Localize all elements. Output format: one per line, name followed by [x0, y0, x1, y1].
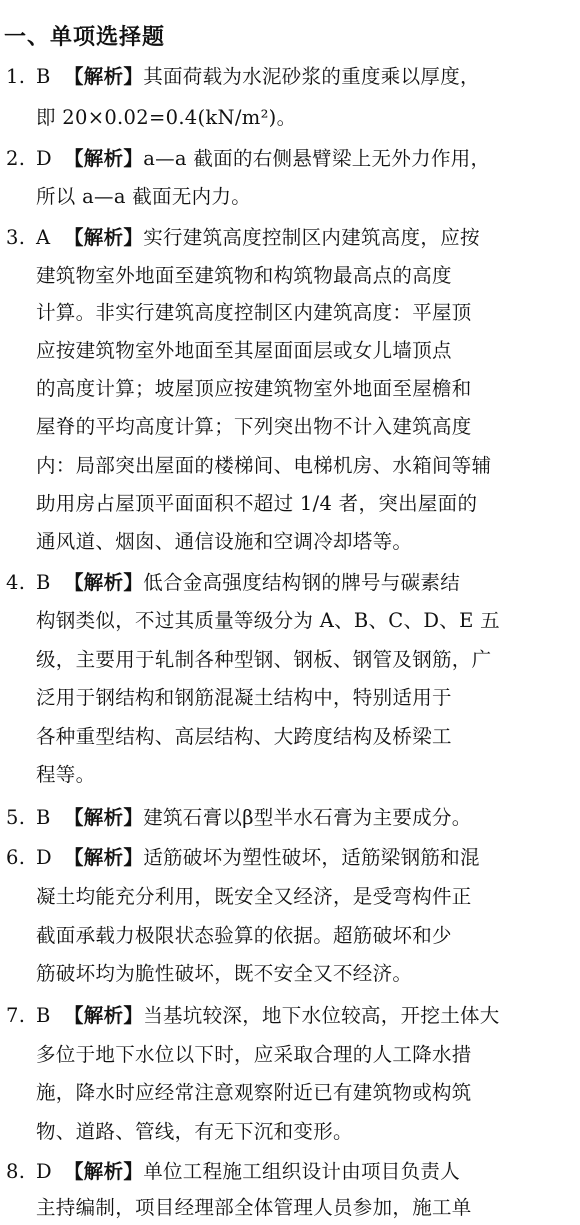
item-4-line: 泛用于钢结构和钢筋混凝土结构中，特别适用于 — [36, 686, 452, 709]
item-3-line: 建筑物室外地面至建筑物和构筑物最高点的高度 — [36, 264, 452, 287]
item-text: 建筑石膏以β型半水石膏为主要成分。 — [143, 806, 472, 829]
item-answer: D — [36, 846, 52, 869]
item-3-line: 内：局部突出屋面的楼梯间、电梯机房、水箱间等辅 — [36, 454, 492, 477]
item-number: 3. — [6, 226, 26, 249]
item-3-line: 的高度计算；坡屋顶应按建筑物室外地面至屋檐和 — [36, 377, 472, 400]
item-8-first-line — [0, 1157, 460, 1187]
item-answer: B — [36, 806, 51, 829]
item-6-line: 筋破坏均为脆性破坏，既不安全又不经济。 — [36, 962, 413, 985]
item-4-line: 程等。 — [36, 763, 96, 786]
item-7-line: 多位于地下水位以下时，应采取合理的人工降水措 — [36, 1043, 472, 1066]
analysis-tag: 【解析】 — [64, 65, 144, 88]
item-3-line: 应按建筑物室外地面至其屋面面层或女儿墙顶点 — [36, 339, 452, 362]
analysis-tag: 【解析】 — [64, 571, 144, 594]
item-3-line: 屋脊的平均高度计算；下列突出物不计入建筑高度 — [36, 415, 472, 438]
item-4-first-line — [0, 568, 460, 598]
item-text: 实行建筑高度控制区内建筑高度，应按 — [143, 226, 480, 249]
item-7-line: 施，降水时应经常注意观察附近已有建筑物或构筑 — [36, 1081, 472, 1104]
item-4-line: 构钢类似，不过其质量等级分为 A、B、C、D、E 五 — [36, 609, 500, 632]
item-answer: A — [36, 226, 51, 249]
item-answer: B — [36, 1004, 51, 1027]
item-text: 低合金高强度结构钢的牌号与碳素结 — [143, 571, 461, 594]
item-2-line: 所以 a—a 截面无内力。 — [36, 185, 252, 208]
item-2-first-line — [0, 144, 490, 174]
item-answer: B — [36, 571, 51, 594]
analysis-tag: 【解析】 — [64, 806, 144, 829]
item-number: 6. — [6, 846, 26, 869]
item-8-line: 主持编制，项目经理部全体管理人员参加，施工单 — [36, 1196, 472, 1219]
item-4-line: 各种重型结构、高层结构、大跨度结构及桥梁工 — [36, 725, 452, 748]
item-number: 4. — [6, 571, 26, 594]
item-5-first-line — [0, 803, 472, 833]
item-number: 8. — [6, 1160, 26, 1183]
item-6-first-line — [0, 843, 480, 873]
analysis-tag: 【解析】 — [64, 147, 144, 170]
analysis-tag: 【解析】 — [64, 846, 144, 869]
item-4-line: 级，主要用于轧制各种型钢、钢板、钢管及钢筋，广 — [36, 648, 492, 671]
item-6-line: 凝土均能充分利用，既安全又经济，是受弯构件正 — [36, 885, 472, 908]
item-1-first-line — [0, 62, 480, 92]
item-text: 当基坑较深，地下水位较高，开挖土体大 — [143, 1004, 500, 1027]
item-text: 适筋破坏为塑性破坏，适筋梁钢筋和混 — [143, 846, 480, 869]
item-answer: D — [36, 1160, 52, 1183]
item-number: 1. — [6, 65, 26, 88]
item-3-line: 助用房占屋顶平面面积不超过 1/4 者，突出屋面的 — [36, 492, 478, 515]
analysis-tag: 【解析】 — [64, 226, 144, 249]
item-number: 7. — [6, 1004, 26, 1027]
item-answer: B — [36, 65, 51, 88]
item-answer: D — [36, 147, 52, 170]
item-1-line: 即 20×0.02=0.4(kN/m²)。 — [36, 106, 297, 129]
section-title: 一、单项选择题 — [4, 25, 166, 50]
item-text: a—a 截面的右侧悬臂梁上无外力作用， — [143, 147, 491, 170]
item-text: 其面荷载为水泥砂浆的重度乘以厚度， — [143, 65, 480, 88]
analysis-tag: 【解析】 — [64, 1160, 144, 1183]
analysis-tag: 【解析】 — [64, 1004, 144, 1027]
item-3-line: 通风道、烟囱、通信设施和空调冷却塔等。 — [36, 530, 413, 553]
item-number: 5. — [6, 806, 26, 829]
item-number: 2. — [6, 147, 26, 170]
item-6-line: 截面承载力极限状态验算的依据。超筋破坏和少 — [36, 924, 452, 947]
item-text: 单位工程施工组织设计由项目负责人 — [143, 1160, 461, 1183]
item-7-line: 物、道路、管线，有无下沉和变形。 — [36, 1120, 353, 1143]
item-3-first-line — [0, 223, 480, 253]
item-3-line: 计算。非实行建筑高度控制区内建筑高度：平屋顶 — [36, 301, 472, 324]
item-7-first-line — [0, 1001, 500, 1031]
